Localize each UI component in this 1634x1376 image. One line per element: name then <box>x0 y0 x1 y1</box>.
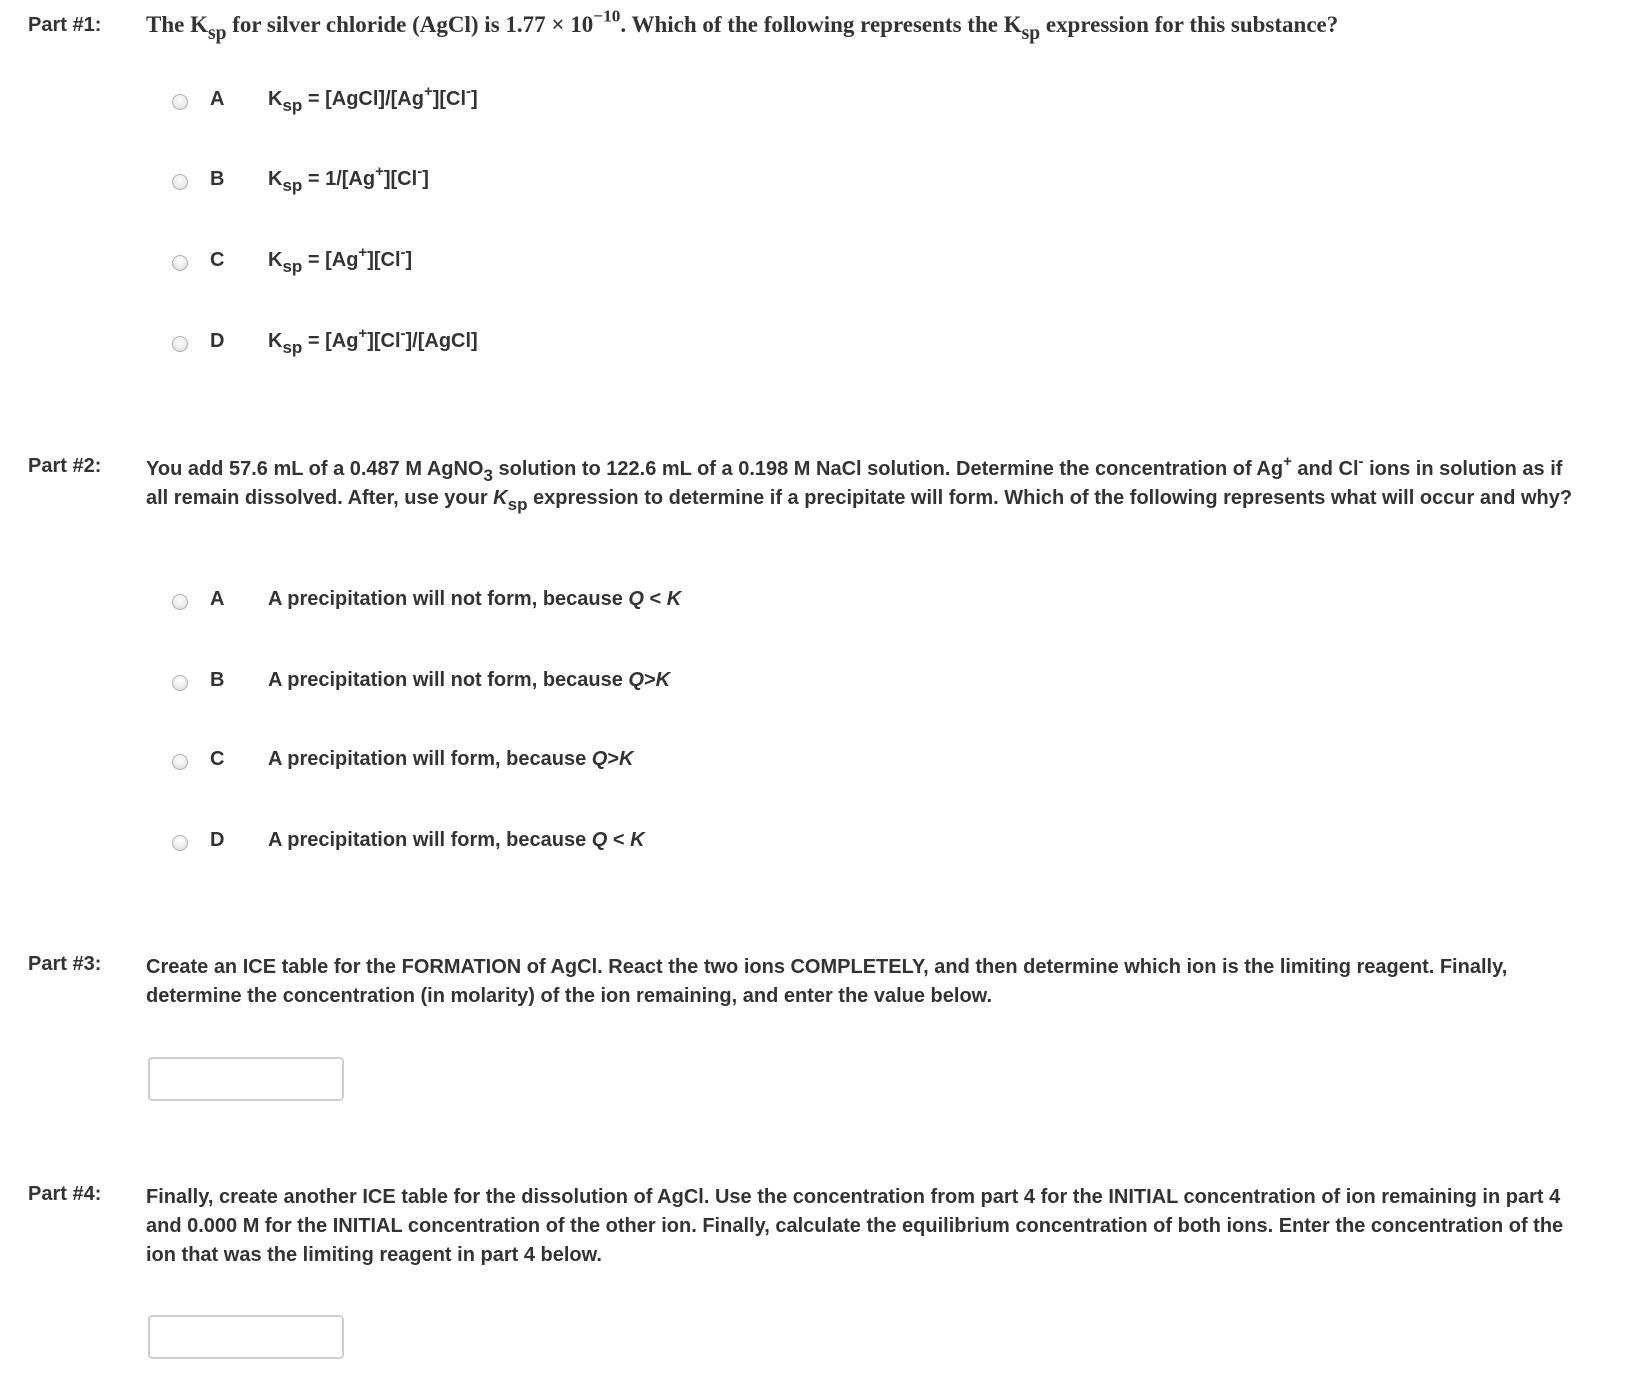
radio-button[interactable] <box>172 255 188 271</box>
part-4-answer-input[interactable] <box>148 1315 344 1359</box>
radio-button[interactable] <box>172 174 188 190</box>
option-text: A precipitation will not form, because Q>K <box>268 669 671 691</box>
option-text: $K_{sp} = [Ag^+][Cl^-]$ <box>268 244 413 276</box>
part-2-option-c[interactable] <box>0 748 1634 778</box>
part-1-question: The $K_{sp}$ for silver chloride (AgCl) is $1.77 \times 10^{-10}$. Which of the following represents the $K_{sp}$ expression for this substance? <box>146 6 1339 44</box>
radio-button[interactable] <box>172 336 188 352</box>
option-letter: A <box>210 588 225 610</box>
part-4-question: Finally, create another ICE table for the dissolution of AgCl. Use the concentration from part 4 for the INITIAL concentration of ion remaining in part 4 and 0.000 M for the INITIAL concentration of the other ion. Finally, calculate the equilibrium concentration of both ions. Enter the concentration of the ion that was the limiting reagent in part 4 below. <box>146 1186 1564 1266</box>
radio-button[interactable] <box>172 94 188 110</box>
part-3-answer-input[interactable] <box>148 1057 344 1101</box>
part-1-label: Part #1: <box>28 14 102 36</box>
option-letter: C <box>210 249 225 271</box>
option-text: $K_{sp}$ = [Ag+][Cl-]/[AgCl] <box>268 325 478 357</box>
radio-button[interactable] <box>172 835 188 851</box>
option-letter: B <box>210 669 225 691</box>
radio-button[interactable] <box>172 754 188 770</box>
part-3-question: Create an ICE table for the FORMATION of AgCl. React the two ions COMPLETELY, and then determine which ion is the limiting reagent. Finally, determine the concentration (in molarity) of the ion remaining, and enter the value below. <box>146 956 1508 1007</box>
radio-button[interactable] <box>172 675 188 691</box>
option-letter: B <box>210 168 225 190</box>
part-1-option-d[interactable] <box>0 325 1634 360</box>
option-text: A precipitation will not form, because Q < K <box>268 588 682 610</box>
part-2-option-a[interactable] <box>0 588 1634 618</box>
option-letter: A <box>210 88 225 110</box>
part-1-option-c[interactable] <box>0 244 1634 279</box>
part-4-label: Part #4: <box>28 1183 102 1205</box>
part-2-label: Part #2: <box>28 455 102 477</box>
option-text: $K_{sp} = 1/[Ag^+][Cl^-]$ <box>268 163 429 195</box>
part-3-label: Part #3: <box>28 953 102 975</box>
option-letter: D <box>210 829 225 851</box>
option-text: A precipitation will form, because Q>K <box>268 748 634 770</box>
part-1-option-a[interactable] <box>0 83 1634 118</box>
radio-button[interactable] <box>172 594 188 610</box>
option-text: $K_{sp}$ = [AgCl]/[Ag+][Cl-] <box>268 83 478 115</box>
option-letter: C <box>210 748 225 770</box>
part-2-question: You add 57.6 mL of a 0.487 M AgNO$_3$ solution to 122.6 mL of a 0.198 M NaCl solution. Determine the concentration of Ag+ and Cl- ions in solution as if all remain dissolved. After, use your $K_{sp}$ expression to determine if a precipitate will form. Which of the following represents what will occur and why? <box>146 453 1573 514</box>
part-1-option-b[interactable] <box>0 163 1634 198</box>
option-text: A precipitation will form, because Q < K <box>268 829 645 851</box>
part-2-option-d[interactable] <box>0 829 1634 859</box>
part-2-option-b[interactable] <box>0 669 1634 699</box>
option-letter: D <box>210 330 225 352</box>
